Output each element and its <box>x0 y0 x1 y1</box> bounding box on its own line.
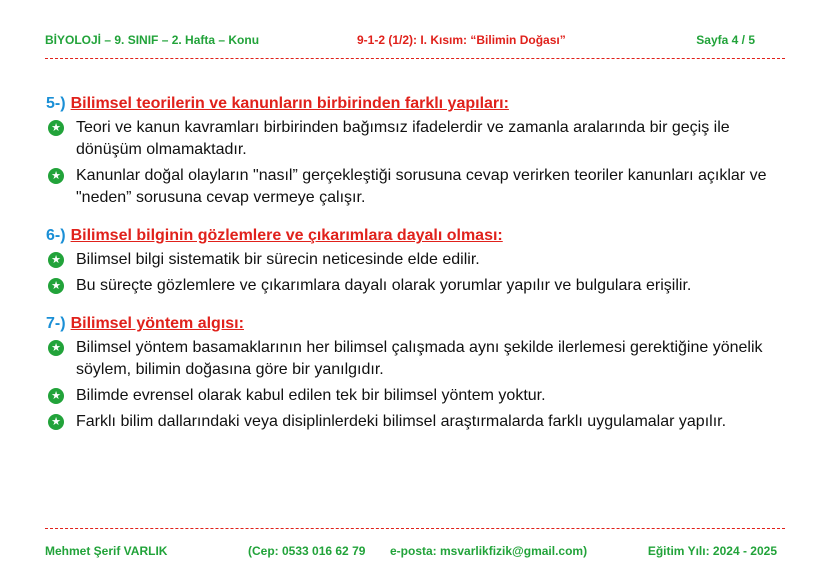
header-subject: BİYOLOJİ – 9. SINIF – 2. Hafta – Konu <box>45 33 260 47</box>
page-header <box>45 33 785 49</box>
author-phone: (Cep: 0533 016 62 79 <box>248 544 366 558</box>
document-body <box>46 93 786 449</box>
header-divider <box>45 58 785 59</box>
section-title: Bilimsel yöntem algısı: <box>70 315 244 332</box>
star-circle-icon: ★ <box>48 252 64 268</box>
list-item <box>46 411 786 433</box>
star-circle-icon: ★ <box>48 388 64 404</box>
list-item <box>46 165 786 209</box>
list-item-text: Teori ve kanun kavramları birbirinden bağımsız ifadelerdir ve zamanla aralarında bir geçiş ile dönüşüm olmamaktadır. <box>76 119 730 158</box>
list-item <box>46 275 786 297</box>
star-circle-icon: ★ <box>48 278 64 294</box>
star-circle-icon: ★ <box>48 340 64 356</box>
list-item <box>46 385 786 407</box>
list-item-text: Bilimsel bilgi sistematik bir sürecin neticesinde elde edilir. <box>76 251 480 268</box>
bullet-list <box>46 337 786 433</box>
page-footer <box>45 544 785 560</box>
list-item <box>46 337 786 381</box>
section-number: 6-) <box>46 227 66 244</box>
list-item <box>46 117 786 161</box>
list-item-text: Bilimde evrensel olarak kabul edilen tek bir bilimsel yöntem yoktur. <box>76 387 546 404</box>
section-number: 5-) <box>46 95 66 112</box>
list-item-text: Kanunlar doğal olayların "nasıl” gerçekleştiği sorusuna cevap verirken teoriler kanunları açıklar ve "neden” sorusuna cevap vermeye çalışır. <box>76 167 767 206</box>
star-circle-icon: ★ <box>48 414 64 430</box>
section-heading <box>46 225 786 247</box>
bullet-list <box>46 117 786 209</box>
section-6 <box>46 225 786 297</box>
author-name: Mehmet Şerif VARLIK <box>45 544 168 558</box>
list-item <box>46 249 786 271</box>
header-page-number: Sayfa 4 / 5 <box>696 33 755 47</box>
star-circle-icon: ★ <box>48 120 64 136</box>
section-title: Bilimsel bilginin gözlemlere ve çıkarımlara dayalı olması: <box>70 227 503 244</box>
list-item-text: Bilimsel yöntem basamaklarının her bilimsel çalışmada aynı şekilde ilerlemesi gerektiğine yönelik söylem, bilimin doğasına göre bir yanılgıdır. <box>76 339 763 378</box>
section-heading <box>46 93 786 115</box>
section-heading <box>46 313 786 335</box>
star-circle-icon: ★ <box>48 168 64 184</box>
section-7 <box>46 313 786 433</box>
list-item-text: Bu süreçte gözlemlere ve çıkarımlara dayalı olarak yorumlar yapılır ve bulgulara erişilir. <box>76 277 692 294</box>
section-5 <box>46 93 786 209</box>
footer-divider <box>45 528 785 529</box>
section-number: 7-) <box>46 315 66 332</box>
header-topic: 9-1-2 (1/2): I. Kısım: “Bilimin Doğası” <box>357 33 566 47</box>
list-item-text: Farklı bilim dallarındaki veya disiplinlerdeki bilimsel araştırmalarda farklı uygulamalar yapılır. <box>76 413 727 430</box>
academic-year: Eğitim Yılı: 2024 - 2025 <box>647 544 777 558</box>
section-title: Bilimsel teorilerin ve kanunların birbirinden farklı yapıları: <box>70 95 509 112</box>
bullet-list <box>46 249 786 297</box>
author-email: e-posta: msvarlikfizik@gmail.com) <box>390 544 588 558</box>
